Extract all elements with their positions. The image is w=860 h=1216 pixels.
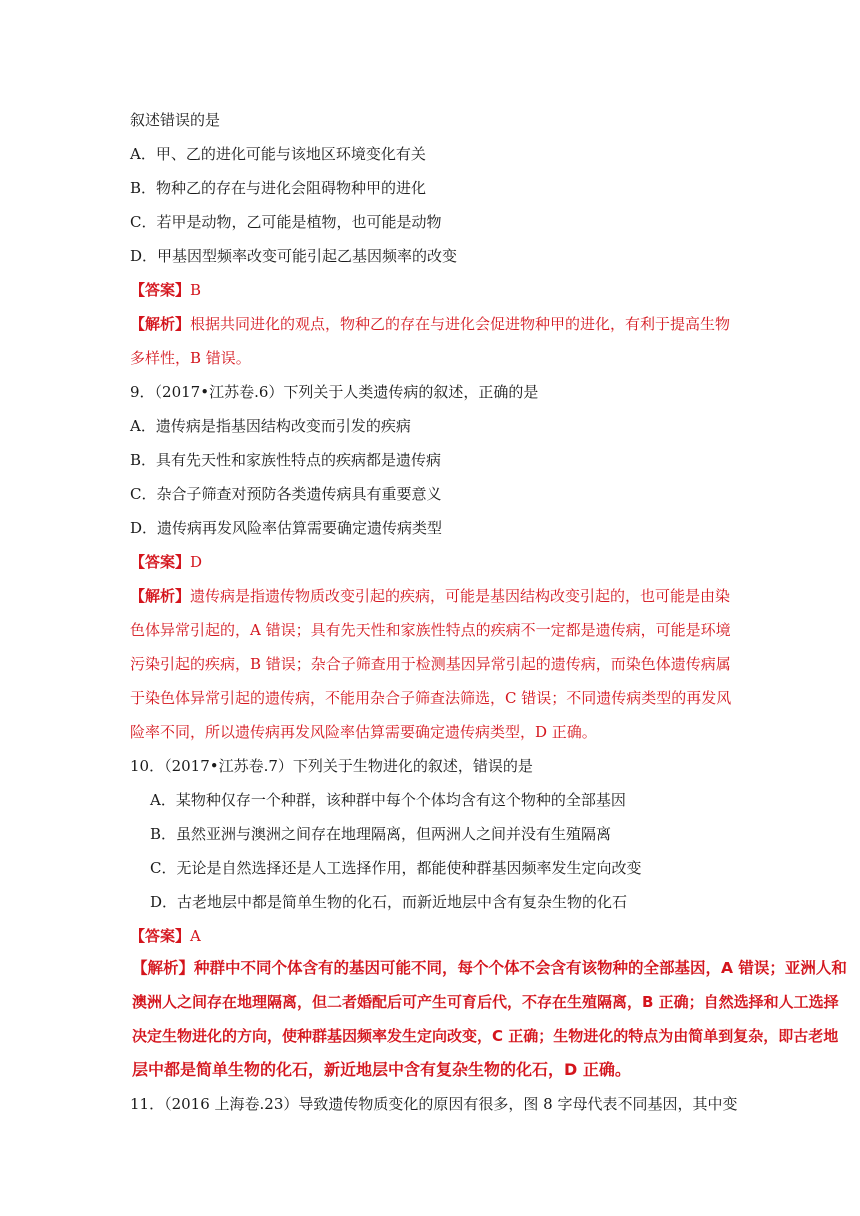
q10-option-a: A．某物种仅存一个种群，该种群中每个个体均含有这个物种的全部基因 <box>150 791 626 809</box>
q8-explanation-line-1 <box>130 314 730 334</box>
q9-option-b: B．具有先天性和家族性特点的疾病都是遗传病 <box>130 451 442 469</box>
q10-option-b: B．虽然亚洲与澳洲之间存在地理隔离，但两洲人之间并没有生殖隔离 <box>150 825 612 843</box>
q10-explanation-line-4: 层中都是简单生物的化石，新近地层中含有复杂生物的化石，D 正确。 <box>132 1060 631 1079</box>
answer-label: 【答案】 <box>130 553 191 571</box>
explanation-label: 【解析】 <box>130 587 191 605</box>
q10-explanation-line-1 <box>132 958 847 978</box>
q10-option-d: D．古老地层中都是简单生物的化石，而新近地层中含有复杂生物的化石 <box>150 893 628 911</box>
q10-explanation-line-3: 决定生物进化的方向，使种群基因频率发生定向改变，C 正确；生物进化的特点为由简单到复杂，即古老地 <box>132 1027 839 1045</box>
explanation-label: 【解析】 <box>132 959 195 977</box>
answer-value: A <box>190 927 201 945</box>
q10-stem: 10．（2017•江苏卷.7）下列关于生物进化的叙述，错误的是 <box>130 757 533 775</box>
q11-stem: 11．（2016 上海卷.23）导致遗传物质变化的原因有很多，图 8 字母代表不同基因，其中变 <box>130 1095 738 1113</box>
q8-option-c: C．若甲是动物，乙可能是植物，也可能是动物 <box>130 213 442 231</box>
q8-option-b: B．物种乙的存在与进化会阻碍物种甲的进化 <box>130 179 427 197</box>
q8-answer <box>130 280 201 300</box>
answer-value: D <box>190 553 203 571</box>
answer-value: B <box>190 281 202 299</box>
q10-option-c: C．无论是自然选择还是人工选择作用，都能使种群基因频率发生定向改变 <box>150 859 642 877</box>
explanation-label: 【解析】 <box>130 315 191 333</box>
q9-explanation-line-1 <box>130 586 730 606</box>
q8-stem-tail: 叙述错误的是 <box>130 111 221 129</box>
explanation-text: 遗传病是指遗传物质改变引起的疾病，可能是基因结构改变引起的，也可能是由染 <box>190 587 731 605</box>
q9-explanation-line-3: 污染引起的疾病，B 错误；杂合子筛查用于检测基因异常引起的遗传病，而染色体遗传病属 <box>130 655 731 673</box>
q9-answer <box>130 552 202 572</box>
q9-option-d: D．遗传病再发风险率估算需要确定遗传病类型 <box>130 519 443 537</box>
q8-explanation-line-2: 多样性，B 错误。 <box>130 349 251 367</box>
q9-option-c: C．杂合子筛查对预防各类遗传病具有重要意义 <box>130 485 442 503</box>
answer-label: 【答案】 <box>130 281 191 299</box>
answer-label: 【答案】 <box>130 927 191 945</box>
q8-option-d: D．甲基因型频率改变可能引起乙基因频率的改变 <box>130 247 458 265</box>
q8-option-a: A．甲、乙的进化可能与该地区环境变化有关 <box>130 145 426 163</box>
explanation-text: 种群中不同个体含有的基因可能不同，每个个体不会含有该物种的全部基因，A 错误；亚洲人和 <box>194 959 847 977</box>
q10-answer <box>130 926 201 946</box>
explanation-text: 根据共同进化的观点，物种乙的存在与进化会促进物种甲的进化，有利于提高生物 <box>190 315 731 333</box>
q10-explanation-line-2: 澳洲人之间存在地理隔离，但二者婚配后可产生可育后代，不存在生殖隔离，B 正确；自然选择和人工选择 <box>132 993 839 1011</box>
q9-explanation-line-2: 色体异常引起的，A 错误；具有先天性和家族性特点的疾病不一定都是遗传病，可能是环境 <box>130 621 731 639</box>
q9-option-a: A．遗传病是指基因结构改变而引发的疾病 <box>130 417 411 435</box>
q9-stem: 9．（2017•江苏卷.6）下列关于人类遗传病的叙述，正确的是 <box>130 383 539 401</box>
q9-explanation-line-5: 险率不同，所以遗传病再发风险率估算需要确定遗传病类型，D 正确。 <box>130 723 597 741</box>
q9-explanation-line-4: 于染色体异常引起的遗传病，不能用杂合子筛查法筛选，C 错误；不同遗传病类型的再发风 <box>130 689 732 707</box>
